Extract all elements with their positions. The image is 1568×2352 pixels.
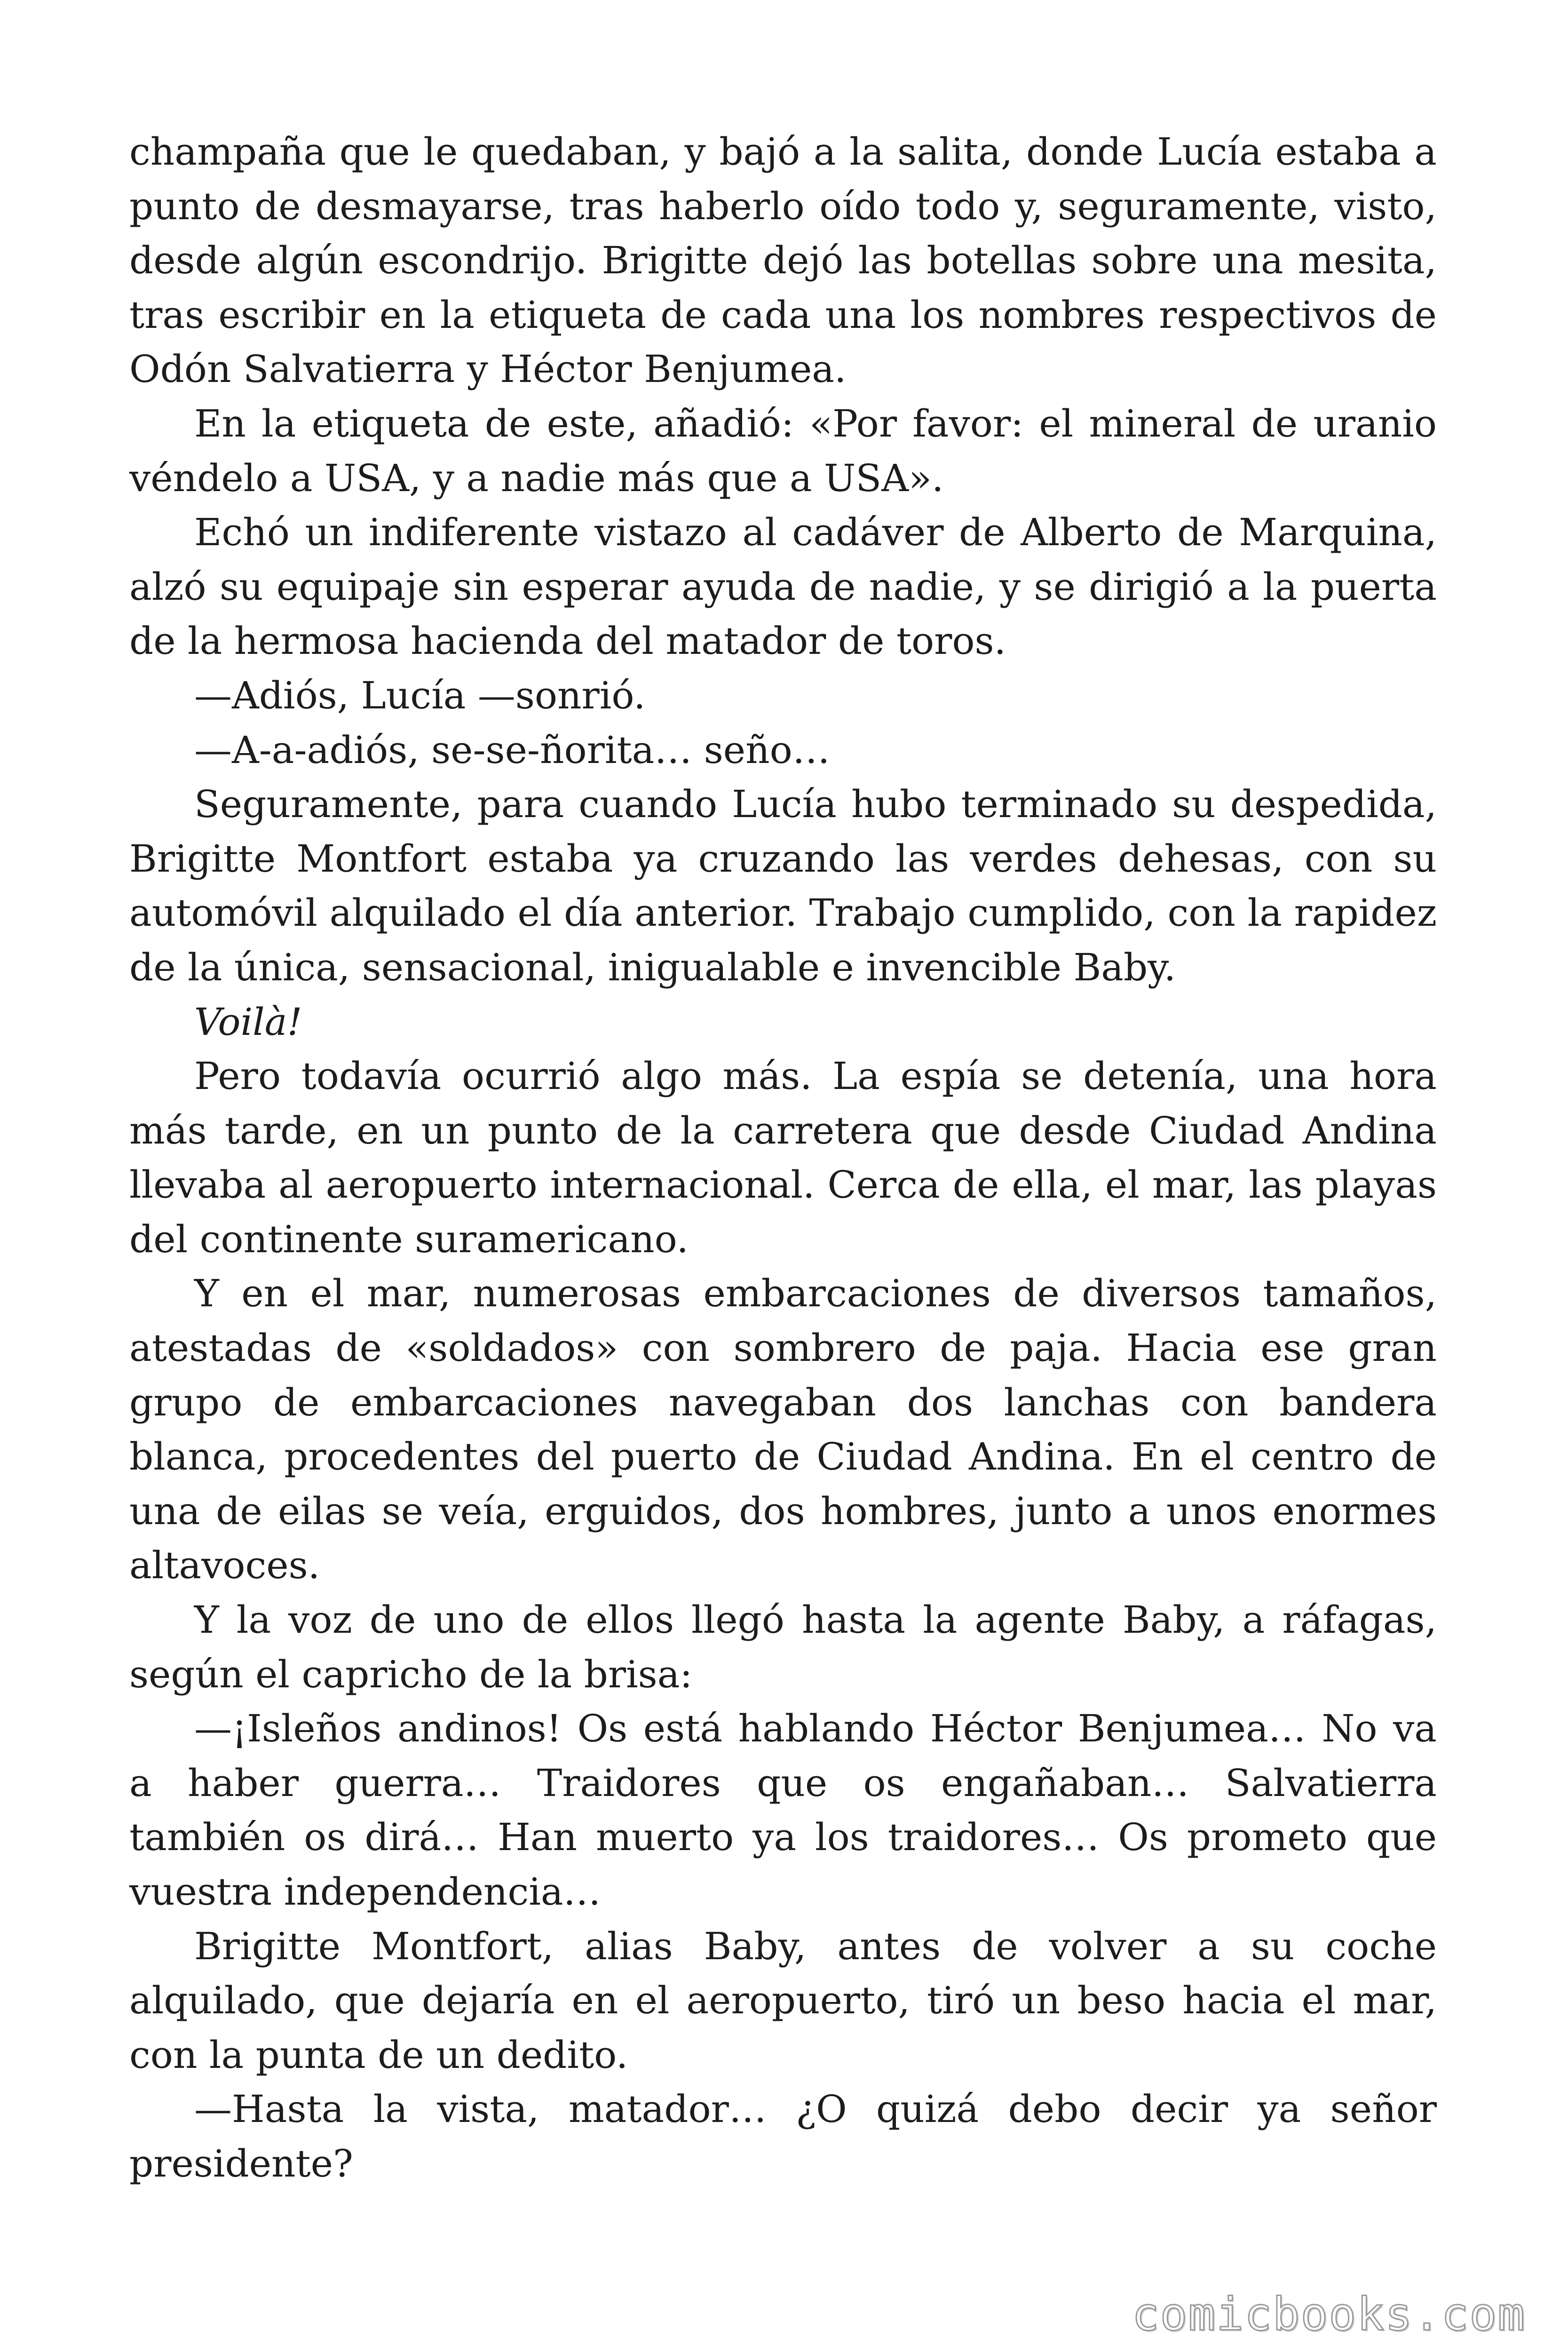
paragraph-13: —Hasta la vista, matador… ¿O quizá debo decir ya señor presidente? xyxy=(129,2087,1437,2185)
paragraph-5: —A-a-adiós, se-se-ñorita… seño… xyxy=(194,728,830,772)
paragraph-8: Pero todavía ocurrió algo más. La espía se detenía, una hora más tarde, en un punto de la carretera que desde Ciudad Andina llevaba al aeropuerto internacional. Cerca de ella, el mar, las playas del continente suramericano. xyxy=(129,1054,1437,1261)
paragraph-9: Y en el mar, numerosas embarcaciones de diversos tamaños, atestadas de «soldados» con sombrero de paja. Hacia ese gran grupo de embarcaciones navegaban dos lanchas con bandera blanca, procedentes del puerto de Ciudad Andina. En el centro de una de eilas se veía, erguidos, dos hombres, junto a unos enormes altavoces. xyxy=(129,1271,1437,1588)
paragraph-10: Y la voz de uno de ellos llegó hasta la agente Baby, a ráfagas, según el capricho de la brisa: xyxy=(129,1598,1437,1696)
paragraph-7: Voilà! xyxy=(194,1000,302,1044)
paragraph-6: Seguramente, para cuando Lucía hubo terminado su despedida, Brigitte Montfort estaba ya cruzando las verdes dehesas, con su automóvil alquilado el día anterior. Trabajo cumplido, con la rapidez de la única, sensacional, inigualable e invencible Baby. xyxy=(129,782,1437,989)
paragraph-1: champaña que le quedaban, y bajó a la salita, donde Lucía estaba a punto de desmayarse, tras haberlo oído todo y, seguramente, visto, desde algún escondrijo. Brigitte dejó las botellas sobre una mesita, tras escribir en la etiqueta de cada una los nombres respectivos de Odón Salvatierra y Héctor Benjumea. xyxy=(129,130,1437,391)
paragraph-2: En la etiqueta de este, añadió: «Por favor: el mineral de uranio véndelo a USA, y a nadie más que a USA». xyxy=(129,401,1437,500)
paragraph-11: —¡Isleños andinos! Os está hablando Héctor Benjumea… No va a haber guerra… Traidores que os engañaban… Salvatierra también os dirá… Han muerto ya los traidores… Os prometo que vuestra independencia… xyxy=(129,1707,1437,1914)
body-text xyxy=(129,125,1437,2191)
paragraph-3: Echó un indiferente vistazo al cadáver de Alberto de Marquina, alzó su equipaje sin esperar ayuda de nadie, y se dirigió a la puerta de la hermosa hacienda del matador de toros. xyxy=(129,510,1437,663)
paragraph-12: Brigitte Montfort, alias Baby, antes de volver a su coche alquilado, que dejaría en el aeropuerto, tiró un beso hacia el mar, con la punta de un dedito. xyxy=(129,1924,1437,2077)
paragraph-4: —Adiós, Lucía —sonrió. xyxy=(194,673,646,717)
watermark: comicbooks.com xyxy=(1132,2288,1526,2341)
